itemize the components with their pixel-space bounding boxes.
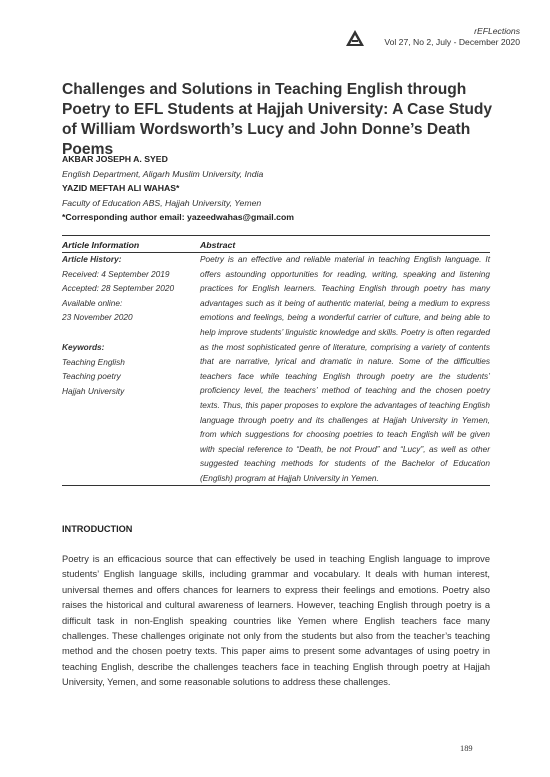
journal-header xyxy=(384,26,520,48)
journal-issue: Vol 27, No 2, July - December 2020 xyxy=(384,37,520,47)
accepted-date: Accepted: 28 September 2020 xyxy=(62,283,175,294)
keyword: Hajjah University xyxy=(62,385,125,396)
table-top-rule xyxy=(62,235,490,236)
history-label: Article History: xyxy=(62,254,122,264)
author-affiliation: English Department, Aligarh Muslim University, India xyxy=(62,168,264,179)
article-info-heading: Article Information xyxy=(62,240,140,250)
online-label: Available online: xyxy=(62,297,123,308)
author-block xyxy=(62,152,502,225)
page-number: 189 xyxy=(460,744,473,753)
paper-title: Challenges and Solutions in Teaching English through Poetry to EFL Students at Hajjah University: A Case Study of William Wordsworth’s Lucy and John Donne’s Death Poems xyxy=(62,81,493,158)
keyword: Teaching poetry xyxy=(62,371,121,382)
table-bottom-rule xyxy=(62,485,490,486)
keywords-block xyxy=(62,340,200,398)
author-name: YAZID MEFTAH ALI WAHAS* xyxy=(62,183,180,194)
received-date: Received: 4 September 2019 xyxy=(62,268,170,279)
introduction-text: Poetry is an efficacious source that can effectively be used in teaching English language to improve students’ English language skills, including grammar and vocabulary. It deals with human interest, universal themes and offers chances for learners to express their feelings and emotions. Poetry also raises the historical and cultural awareness of learners. However, teaching English through poetry is a difficult task in non-English speaking countries like Yemen where English teachers face many challenges. These challenges originate not only from the students but also from the teacher’s teaching method and the chosen poetry texts. This paper aims to present some advantages of using poetry in teaching English, describe the challenges teachers face in teaching English through poetry at Hajjah University, Yemen, and some reasonable solutions to address these challenges. xyxy=(62,554,490,688)
author-name: AKBAR JOSEPH A. SYED xyxy=(62,154,168,164)
author-affiliation: Faculty of Education ABS, Hajjah University, Yemen xyxy=(62,197,262,208)
keyword: Teaching English xyxy=(62,356,125,367)
article-history xyxy=(62,252,200,325)
journal-logo-icon xyxy=(345,29,365,47)
corresponding-email: *Corresponding author email: yazeedwahas@gmail.com xyxy=(62,212,294,223)
journal-name: rEFLections xyxy=(474,26,520,36)
abstract-heading: Abstract xyxy=(200,240,236,250)
abstract-text: Poetry is an effective and reliable material in teaching English language. It offers astounding opportunities for reading, writing, speaking and listening practices for English learners. Teaching English through poetry has many advantages such as it being of authentic material, being a medium to express emotions and feelings, being a wonderful carrier of culture, and being able to help improve students’ linguistic knowledge and skills. Poetry is often regarded as the most sophisticated genre of literature, comprising a variety of contents that are narrative, lyrical and dramatic in nature. Some of the difficulties teachers face while teaching English through poetry are the students’ proficiency level, the teachers’ method of teaching and the chosen poetry texts. Thus, this paper proposes to explore the advantages of teaching English language through poetry and its challenges at Hajjah University in Yemen, from which suggestions for choosing poetries to teach English will be given with special reference to “Death, be not Proud” and “Lucy”, as well as other suggested teaching methods for students of the Bachelor of Education (English) program at Hajjah University in Yemen. xyxy=(200,254,490,483)
keywords-label: Keywords: xyxy=(62,342,105,352)
online-date: 23 November 2020 xyxy=(62,312,133,323)
introduction-heading: INTRODUCTION xyxy=(62,524,133,534)
